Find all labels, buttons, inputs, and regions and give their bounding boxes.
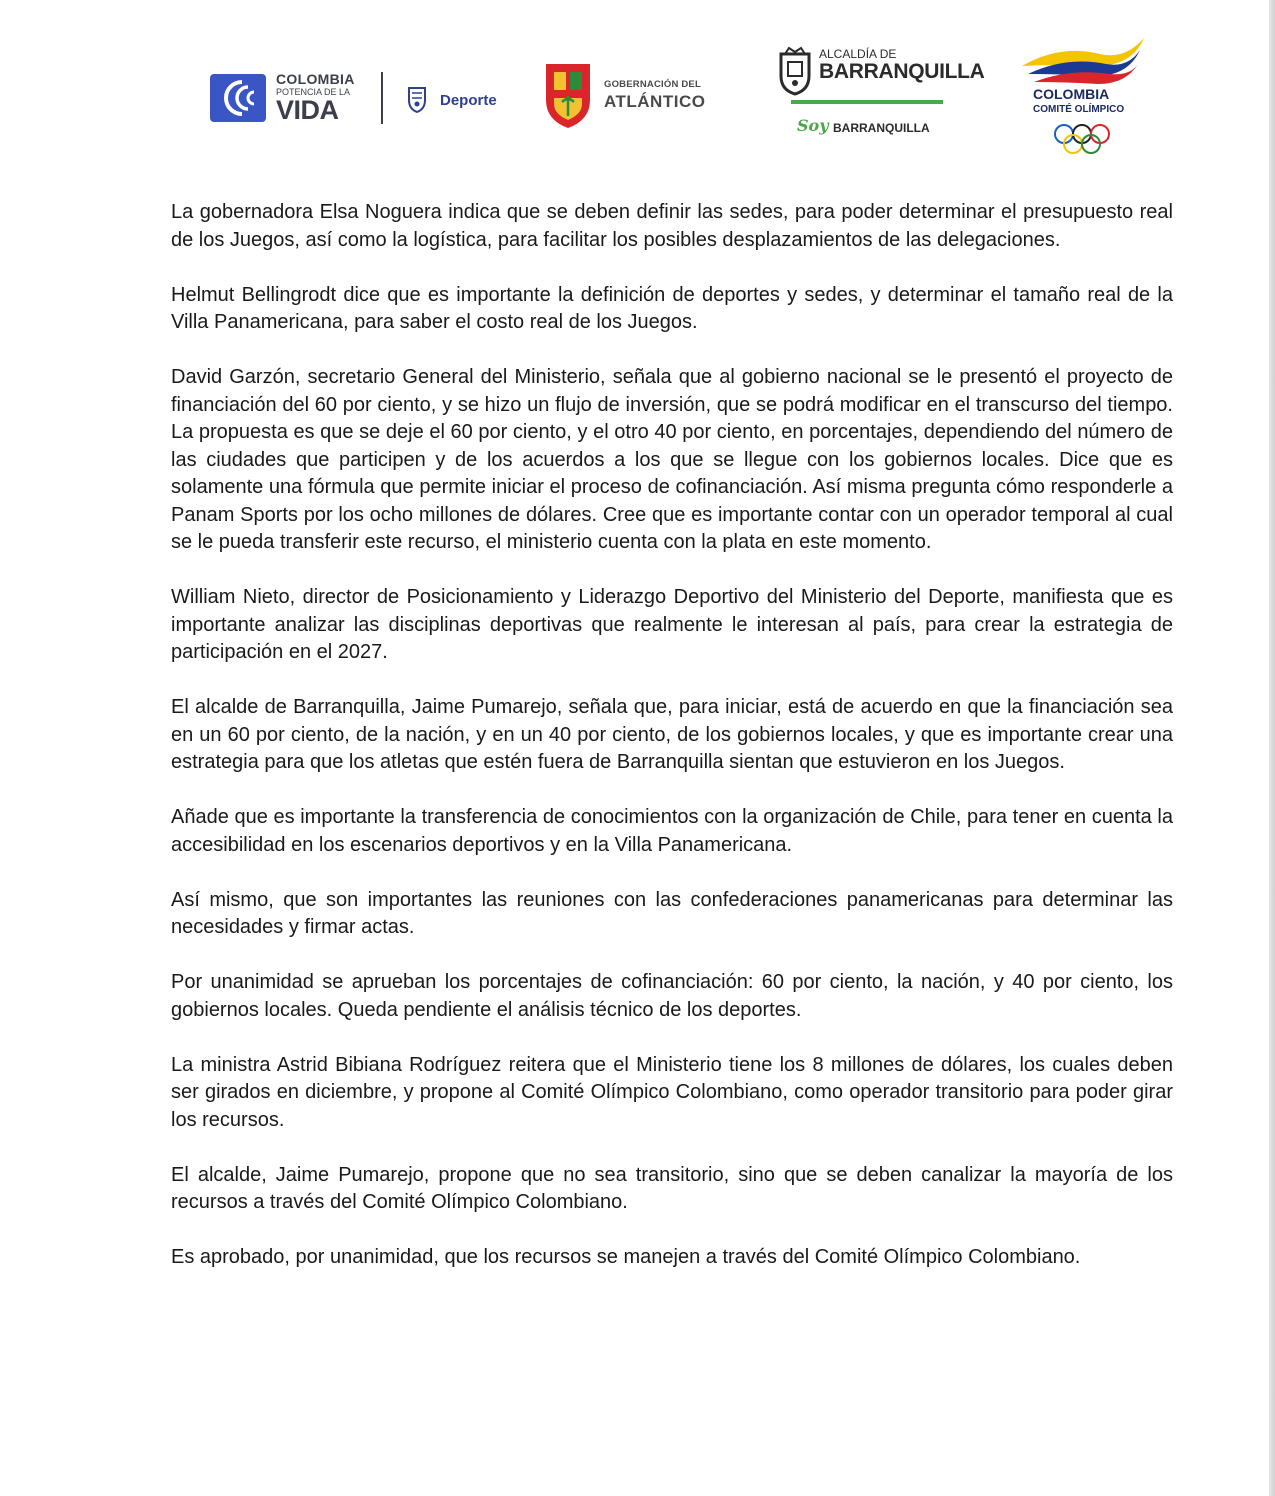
cpv-emblem-icon: [208, 72, 268, 124]
gobernacion-atlantico-logo: [540, 58, 720, 130]
gobernacion-line1: GOBERNACIÓN DEL: [604, 79, 701, 90]
barranquilla-crest-icon: [775, 46, 815, 96]
paragraph-11: Es aprobado, por unanimidad, que los recursos se manejen a través del Comité Olímpico Colombiano.: [171, 1246, 1081, 1268]
colombia-flame-icon: [1020, 36, 1150, 84]
atlantico-shield-icon: [540, 58, 596, 130]
alcaldia-wordmark: [819, 48, 985, 82]
gobernacion-wordmark: [604, 80, 705, 110]
paragraph-4: William Nieto, director de Posicionamiento y Liderazgo Deportivo del Ministerio del Deporte, manifiesta que es importante analizar las disciplinas deportivas que realmente le interesan al país, para crear la estrategia de participación en el 2027.: [171, 586, 1173, 663]
olympic-rings-icon: [1052, 122, 1112, 156]
gobernacion-line2: ATLÁNTICO: [604, 91, 706, 111]
page-edge: [1269, 0, 1275, 1496]
deporte-label: Deporte: [440, 92, 497, 109]
paragraph-6: Añade que es importante la transferencia de conocimientos con la organización de Chile, para tener en cuenta la accesibilidad en los escenarios deportivos y en la Villa Panamericana.: [171, 806, 1173, 856]
comite-olimpico-logo: [1020, 36, 1150, 156]
paragraph-2: Helmut Bellingrodt dice que es importante la definición de deportes y sedes, y determinar el tamaño real de la Villa Panamericana, para saber el costo real de los Juegos.: [171, 283, 1173, 333]
letterhead: [0, 36, 1275, 166]
alcaldia-line2: BARRANQUILLA: [819, 60, 985, 83]
document-body: [171, 199, 1173, 1299]
paragraph-8: Por unanimidad se aprueban los porcentajes de cofinanciación: 60 por ciento, la nación, y 40 por ciento, los gobiernos locales. Queda pendiente el análisis técnico de los deportes.: [171, 971, 1173, 1021]
cpv-line1: COLOMBIA: [276, 71, 355, 87]
coat-of-arms-icon: [404, 84, 430, 114]
logo-divider: [381, 72, 383, 124]
alcaldia-barranquilla-logo: [775, 44, 985, 144]
paragraph-1: La gobernadora Elsa Noguera indica que se deben definir las sedes, para poder determinar el presupuesto real de los Juegos, así como la logística, para facilitar los posibles desplazamientos de las delegaciones.: [171, 201, 1173, 251]
cpv-line2: POTENCIA DE LA: [276, 87, 351, 97]
paragraph-3: David Garzón, secretario General del Ministerio, señala que al gobierno nacional se le presentó el proyecto de financiación del 60 por ciento, y se hizo un flujo de inversión, que se podrá modificar en el transcurso del tiempo. La propuesta es que se deje el 60 por ciento, y el otro 40 por ciento, en porcentajes, dependiendo del número de las ciudades que participen y de los acuerdos a los que se llegue con los gobiernos locales. Dice que es solamente una fórmula que permite iniciar el proceso de cofinanciación. Así misma pregunta cómo responderle a Panam Sports por los ocho millones de dólares. Cree que es importante contar con un operador temporal al cual se le pueda transferir este recurso, el ministerio cuenta con la plata en este momento.: [171, 366, 1173, 553]
coc-line2: COMITÉ OLÍMPICO: [1033, 104, 1125, 115]
coc-line1: COLOMBIA: [1033, 86, 1110, 102]
alcaldia-slogan-city: BARRANQUILLA: [833, 121, 930, 135]
alcaldia-line1: ALCALDÍA DE: [819, 47, 897, 61]
alcaldia-slogan-soy: Soy: [797, 116, 829, 135]
paragraph-7: Así mismo, que son importantes las reuniones con las confederaciones panamericanas para determinar las necesidades y firmar actas.: [171, 888, 1173, 938]
alcaldia-green-bar: [791, 100, 943, 104]
colombia-potencia-vida-logo: [208, 72, 508, 132]
paragraph-5: El alcalde de Barranquilla, Jaime Pumarejo, señala que, para iniciar, está de acuerdo en que la financiación sea en un 60 por ciento, de la nación, y en un 40 por ciento, de los gobiernos locales, y que es importante crear una estrategia para que los atletas que estén fuera de Barranquilla sientan que estuvieron en los Juegos.: [171, 696, 1173, 773]
cpv-line3: VIDA: [276, 95, 339, 125]
paragraph-9: La ministra Astrid Bibiana Rodríguez reitera que el Ministerio tiene los 8 millones de dólares, los cuales deben ser girados en diciembre, y propone al Comité Olímpico Colombiano, como operador transitorio para poder girar los recursos.: [171, 1053, 1173, 1131]
cpv-wordmark: [276, 72, 376, 124]
paragraph-10: El alcalde, Jaime Pumarejo, propone que no sea transitorio, sino que se deben canalizar la mayoría de los recursos a través del Comité Olímpico Colombiano.: [171, 1163, 1173, 1213]
